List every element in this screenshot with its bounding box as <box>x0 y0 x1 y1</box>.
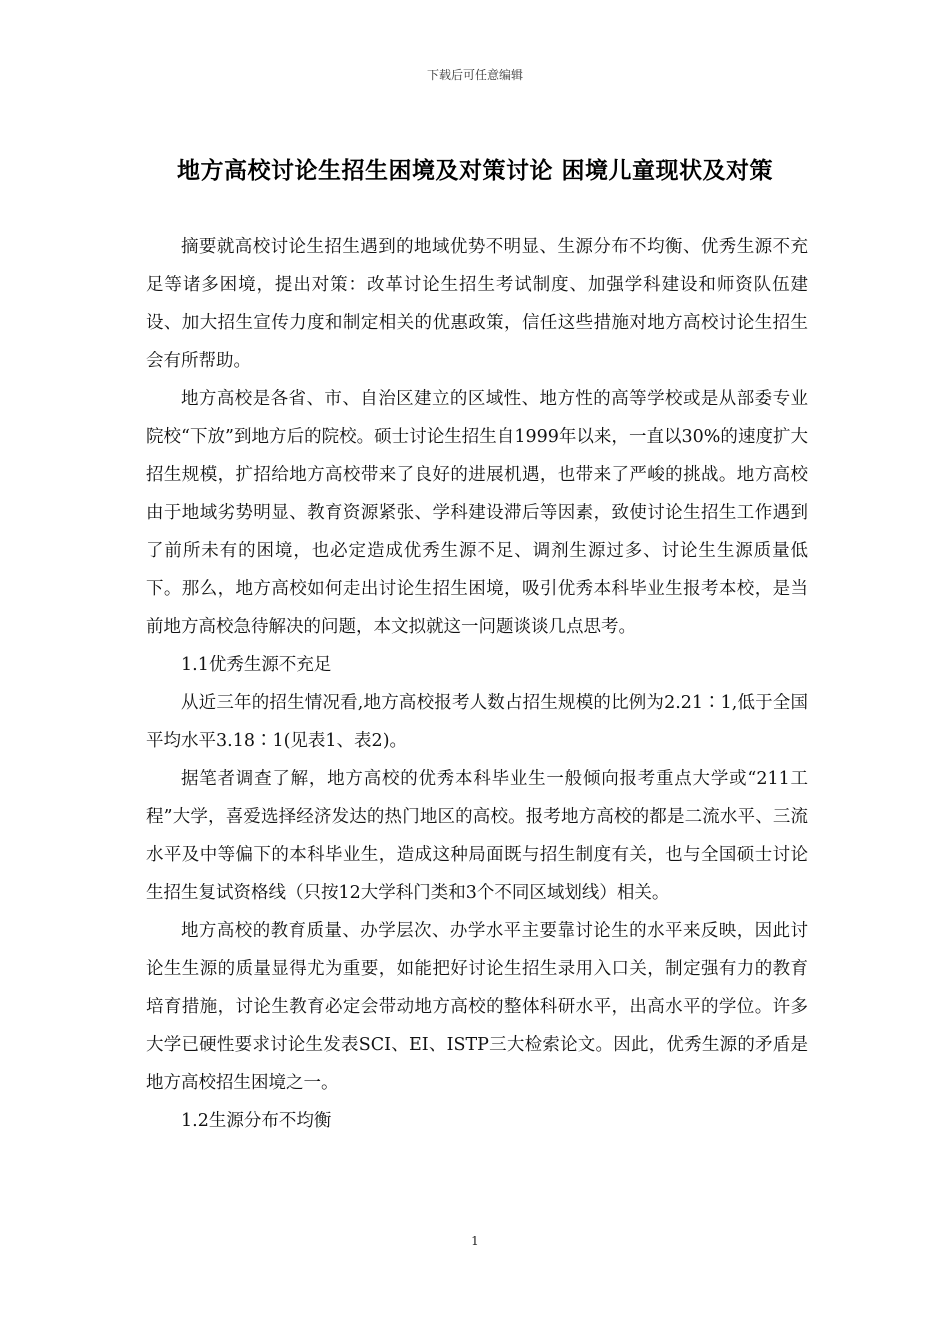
quality-paragraph: 地方高校的教育质量、办学层次、办学水平主要靠讨论生的水平来反映，因此讨论生生源的质量显得尤为重要，如能把好讨论生招生录用入口关，制定强有力的教育培育措施，讨论生教育必定会带动地方高校的整体科研水平，出高水平的学位。许多大学已硬性要求讨论生发表SCI、EI、ISTP三大检索论文。因此，优秀生源的矛盾是地方高校招生困境之一。 <box>146 921 808 1093</box>
document-body <box>146 228 808 1140</box>
section-heading-1-2: 1.2生源分布不均衡 <box>181 1111 332 1131</box>
header-note: 下载后可任意编辑 <box>426 68 523 82</box>
page-title: 地方高校讨论生招生困境及对策讨论 困境儿童现状及对策 <box>176 157 773 184</box>
intro-paragraph: 地方高校是各省、市、自治区建立的区域性、地方性的高等学校或是从部委专业院校“下放”到地方后的院校。硕士讨论生招生自1999年以来，一直以30%的速度扩大招生规模，扩招给地方高校带来了良好的进展机遇，也带来了严峻的挑战。地方高校由于地域劣势明显、教育资源紧张、学科建设滞后等因素，致使讨论生招生工作遇到了前所未有的困境，也必定造成优秀生源不足、调剂生源过多、讨论生生源质量低下。那么，地方高校如何走出讨论生招生困境，吸引优秀本科毕业生报考本校，是当前地方高校急待解决的问题，本文拟就这一问题谈谈几点思考。 <box>146 389 808 637</box>
ratio-paragraph: 从近三年的招生情况看,地方高校报考人数占招生规模的比例为2.21∶1,低于全国平均水平3.18∶1(见表1、表2)。 <box>146 693 808 751</box>
survey-paragraph: 据笔者调查了解，地方高校的优秀本科毕业生一般倾向报考重点大学或“211工程”大学，喜爱选择经济发达的热门地区的高校。报考地方高校的都是二流水平、三流水平及中等偏下的本科毕业生，造成这种局面既与招生制度有关，也与全国硕士讨论生招生复试资格线（只按12大学科门类和3个不同区域划线）相关。 <box>146 769 808 903</box>
abstract-paragraph: 摘要就高校讨论生招生遇到的地域优势不明显、生源分布不均衡、优秀生源不充足等诸多困境，提出对策：改革讨论生招生考试制度、加强学科建设和师资队伍建设、加大招生宣传力度和制定相关的优惠政策，信任这些措施对地方高校讨论生招生会有所帮助。 <box>146 237 808 371</box>
section-heading-1-1: 1.1优秀生源不充足 <box>181 655 332 675</box>
page-number: 1 <box>471 1234 479 1248</box>
